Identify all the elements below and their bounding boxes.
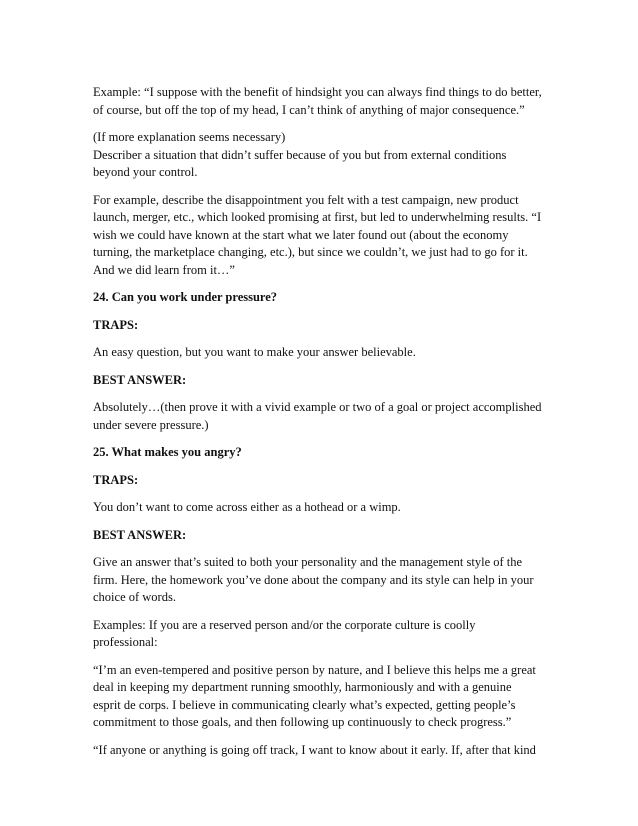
document-page — [93, 84, 553, 769]
text-line: firm. Here, the homework you’ve done about the company and its style can help in your — [93, 572, 534, 587]
text-line: choice of words. — [93, 590, 176, 604]
text-line: launch, merger, etc., which looked promising at first, but led to underwhelming results. “I — [93, 210, 542, 224]
text-line: Example: “I suppose with the benefit of hindsight you can always find things to do better, — [93, 85, 542, 99]
section-heading — [93, 472, 553, 490]
text-line: TRAPS: — [93, 472, 139, 487]
text-line: “I’m an even-tempered and positive person by nature, and I believe this helps me a great — [93, 662, 536, 677]
body-paragraph — [93, 344, 553, 362]
text-line: An easy question, but you want to make your answer believable. — [93, 345, 416, 359]
text-line: For example, describe the disappointment you felt with a test campaign, new product — [93, 192, 519, 207]
text-line: BEST ANSWER: — [93, 372, 187, 387]
text-line: Describer a situation that didn’t suffer because of you but from external conditions — [93, 147, 507, 162]
body-paragraph — [93, 742, 553, 760]
body-paragraph — [93, 192, 553, 280]
body-paragraph — [93, 399, 553, 434]
section-heading — [93, 527, 553, 545]
text-line: esprit de corps. I believe in communicating clearly what’s expected, getting people’s — [93, 697, 516, 712]
body-paragraph — [93, 617, 553, 652]
text-line: wish we could have known at the start what we later found out (about the economy — [93, 227, 509, 242]
body-paragraph — [93, 554, 553, 607]
section-heading — [93, 444, 553, 462]
text-line: “If anyone or anything is going off track, I want to know about it early. If, after that kind — [93, 742, 536, 757]
body-paragraph — [93, 129, 553, 182]
text-line: of course, but off the top of my head, I can’t think of anything of major consequence.” — [93, 102, 525, 117]
text-line: deal in keeping my department running smoothly, harmoniously and with a genuine — [93, 680, 512, 694]
body-paragraph — [93, 499, 553, 517]
body-paragraph — [93, 662, 553, 732]
text-line: (If more explanation seems necessary) — [93, 130, 286, 144]
text-line: beyond your control. — [93, 165, 198, 179]
text-line: Examples: If you are a reserved person and/or the corporate culture is coolly — [93, 617, 476, 632]
text-line: 25. What makes you angry? — [93, 445, 242, 459]
text-line: TRAPS: — [93, 317, 139, 332]
text-line: And we did learn from it…” — [93, 262, 235, 277]
text-line: Absolutely…(then prove it with a vivid example or two of a goal or project accomplished — [93, 400, 542, 414]
section-heading — [93, 372, 553, 390]
text-line: You don’t want to come across either as a hothead or a wimp. — [93, 500, 401, 514]
text-line: commitment to those goals, and then following up continuously to check progress.” — [93, 715, 512, 729]
body-paragraph — [93, 84, 553, 119]
text-line: 24. Can you work under pressure? — [93, 290, 278, 304]
text-line: under severe pressure.) — [93, 417, 209, 432]
section-heading — [93, 317, 553, 335]
section-heading — [93, 289, 553, 307]
text-line: Give an answer that’s suited to both your personality and the management style of the — [93, 555, 523, 569]
text-line: BEST ANSWER: — [93, 527, 187, 542]
text-line: turning, the marketplace changing, etc.), but since we couldn’t, we just had to go for it. — [93, 245, 528, 259]
text-line: professional: — [93, 635, 158, 649]
